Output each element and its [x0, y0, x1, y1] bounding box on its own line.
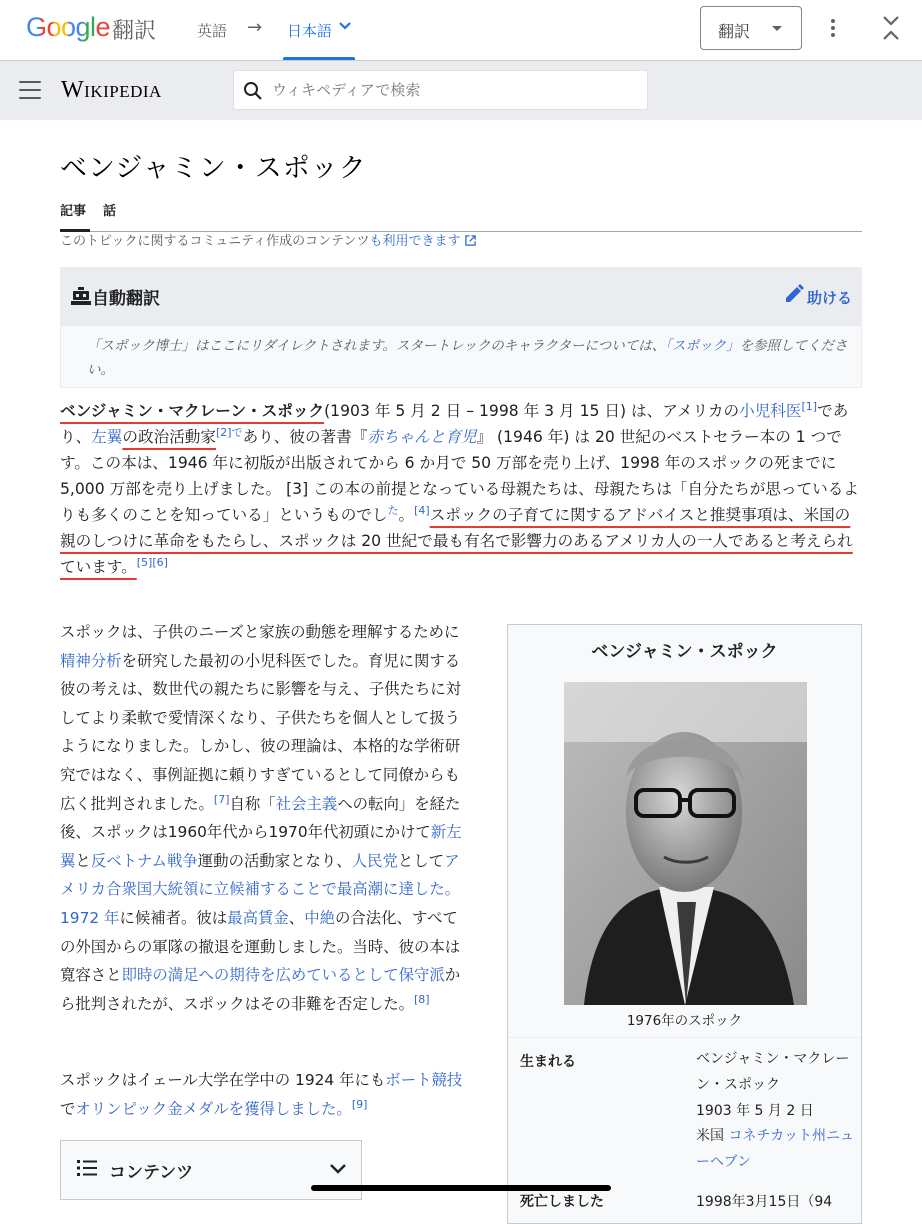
- died-label: 死亡しました: [520, 1194, 604, 1210]
- source-language[interactable]: 英語: [197, 22, 228, 40]
- lead-text: あり、彼の著書『: [242, 428, 368, 446]
- wikipedia-header: [0, 60, 922, 120]
- ref-7[interactable]: [7]: [213, 792, 230, 806]
- caret-down-icon: [772, 26, 782, 31]
- infobox: [507, 624, 862, 1224]
- hatnote-text: 「スポック博士」はここにリダイレクトされます。スタートレックのキャラクターについては、: [87, 338, 666, 354]
- hatnote: [87, 334, 857, 382]
- search-icon: [243, 81, 263, 101]
- ref-2-suffix[interactable]: で: [231, 425, 243, 439]
- born-place: [696, 1124, 856, 1176]
- link-pediatrician[interactable]: 小児科医: [739, 402, 802, 420]
- help-button[interactable]: [783, 283, 859, 311]
- lead-text: (1903 年 5 月 2 日 – 1998 年 3 月 15 日) は、アメリカの: [324, 402, 740, 420]
- body-text: 、: [288, 908, 305, 927]
- portrait-photo[interactable]: [564, 682, 807, 1005]
- infobox-divider: [508, 1037, 861, 1038]
- chevron-down-icon[interactable]: [338, 19, 352, 33]
- link-presidential-run[interactable]: アメリカ合衆国大統領に立候補することで最高潮に達した。1972 年: [60, 851, 461, 927]
- ref-4[interactable]: [4]: [414, 503, 430, 517]
- portrait-image: [564, 682, 807, 1005]
- born-country: 米国: [696, 1128, 729, 1145]
- hatnote-link[interactable]: 「スポック」: [665, 338, 740, 354]
- list-icon: [77, 1159, 97, 1177]
- google-logo[interactable]: Google: [26, 12, 111, 42]
- target-language[interactable]: 日本語: [287, 22, 333, 40]
- search-box[interactable]: [233, 70, 648, 110]
- ref-8[interactable]: [8]: [414, 992, 430, 1006]
- search-input[interactable]: [272, 71, 642, 109]
- translate-product-name: 翻訳: [112, 19, 157, 44]
- home-indicator[interactable]: [311, 1185, 611, 1191]
- page-title: ベンジャミン・スポック: [60, 153, 367, 184]
- body-text: を研究した最初の小児科医でした。育児に関する彼の考えは、数世代の親たちに影響を与え、子供たちに対してより柔軟で愛情深くなり、子供たちを個人として扱うようになりました。しかし、彼の理論は、本格的な学術研究ではなく、事例証拠に頼りすぎているとして同僚からも広く批判されました。: [60, 651, 462, 813]
- contents-toggle[interactable]: [60, 1140, 362, 1200]
- body-text: スポックは、子供のニーズと家族の動態を理解するために: [60, 623, 460, 641]
- translate-button[interactable]: [700, 6, 802, 50]
- lead-text: スポックの子育てに関するアドバイスと推奨事項は、米国の親のしつけに革命をもたらし、スポックは 20 世紀で最も有名で影響力のあるアメリカ人の一人であると考えられています。: [60, 506, 853, 576]
- photo-caption: 1976年のスポック: [626, 1013, 743, 1029]
- wikipedia-logo[interactable]: Wikipedia: [61, 77, 162, 103]
- subject-name: ベンジャミン・マクレーン・スポック: [60, 402, 325, 420]
- body-text: として: [397, 851, 445, 870]
- body-text: に候補者。彼は: [119, 908, 228, 927]
- menu-icon[interactable]: [19, 81, 41, 105]
- pencil-icon: [783, 283, 805, 305]
- lead-text: であり、: [60, 402, 849, 446]
- body-text: から批判されたが、スポックはその非難を否定した。: [60, 966, 461, 1013]
- link-peoples-party[interactable]: 人民党: [351, 851, 398, 870]
- community-text: このトピックに関するコミュニティ作成のコンテンツ: [60, 234, 370, 249]
- auto-translate-title: 自動翻訳: [92, 289, 160, 309]
- auto-translate-box: [60, 267, 862, 388]
- link-rowing[interactable]: ボート競技: [385, 1071, 463, 1089]
- lead-paragraph: [60, 398, 862, 580]
- body-text: 自称「: [229, 794, 276, 813]
- born-label: 生まれる: [520, 1054, 576, 1070]
- born-date: 1903 年 5 月 2 日: [696, 1102, 814, 1119]
- robot-icon: [71, 286, 91, 306]
- body-text: の合法化、すべての外国からの軍隊の撤退を運動しました。当時、彼の本は寛容さと: [60, 908, 461, 985]
- auto-translate-header: [61, 268, 861, 326]
- contents-label: コンテンツ: [109, 1163, 194, 1183]
- link-left-wing[interactable]: 左翼: [91, 428, 123, 446]
- translate-button-label: 翻訳: [718, 22, 751, 41]
- help-label: 助ける: [807, 289, 853, 307]
- link-anti-vietnam-war[interactable]: 反ベトナム戦争: [90, 851, 198, 870]
- hatnote-text-end: を参照してください。: [87, 338, 848, 378]
- born-name: ベンジャミン・マクレーン・スポック: [696, 1051, 850, 1093]
- chevron-down-icon: [329, 1163, 347, 1175]
- body-text: と: [75, 851, 91, 870]
- body-text: 運動の活動家となり、: [197, 851, 352, 870]
- google-translate-bar: [0, 0, 922, 60]
- tab-article[interactable]: 記事: [60, 204, 87, 219]
- more-options-icon[interactable]: [824, 16, 842, 42]
- ref-9[interactable]: [9]: [351, 1097, 368, 1111]
- link-abortion[interactable]: 中絶: [304, 908, 335, 927]
- body-text: スポックはイェール大学在学中の 1924 年にも: [60, 1071, 386, 1089]
- link-olympic-gold[interactable]: オリンピック金メダルを獲得しました。: [75, 1099, 352, 1118]
- ref-5-6[interactable]: [5][6]: [136, 555, 168, 569]
- ref-2[interactable]: [2]: [215, 425, 232, 439]
- link-new-left[interactable]: 新左翼: [60, 823, 462, 870]
- community-notice: [60, 230, 476, 249]
- community-link[interactable]: も利用できます: [369, 234, 461, 249]
- link-new-haven[interactable]: コネチカット州ニューヘブン: [696, 1128, 855, 1171]
- tab-talk[interactable]: 話: [103, 204, 117, 219]
- infobox-title: ベンジャミン・スポック: [591, 642, 778, 662]
- language-arrow-icon: →: [247, 17, 263, 38]
- lead-text: 』 (1946 年) は 20 世紀のベストセラー本の 1 つです。この本は、1946 年に初版が出版されてから 6 か月で 50 万部を売り上げ、1998 年のスポックの死までに 5,000 万部を売り上げました。 [3] この本の前提となっている母親たちは、母親たちは「自分たちが思っているよりも多くのことを知っている」というものでし: [60, 428, 859, 524]
- link-socialism[interactable]: 社会主義: [275, 794, 338, 813]
- link-book[interactable]: 赤ちゃんと育児: [367, 428, 477, 446]
- body-paragraph-2: [60, 1066, 470, 1123]
- body-text: への転向」を経た後、スポックは1960年代から1970年代初頭にかけて: [60, 794, 461, 842]
- link-psychoanalysis[interactable]: 精神分析: [60, 651, 122, 670]
- died-value: 1998年3月15日（94: [696, 1194, 833, 1210]
- external-link-icon: [465, 235, 476, 246]
- collapse-icon[interactable]: [880, 14, 902, 42]
- born-value: [696, 1047, 856, 1176]
- body-paragraph-1: [60, 618, 470, 1018]
- body-text: で: [60, 1099, 76, 1118]
- link-conservatives[interactable]: 即時の満足への期待を広めているとして保守派: [121, 966, 445, 985]
- ref-1[interactable]: [1]: [801, 399, 818, 413]
- ref-3-suffix[interactable]: た: [387, 503, 399, 517]
- lead-text: 。: [398, 506, 415, 524]
- lead-text: の政治活動家: [122, 428, 216, 446]
- link-maximum-wage[interactable]: 最高賃金: [227, 908, 289, 927]
